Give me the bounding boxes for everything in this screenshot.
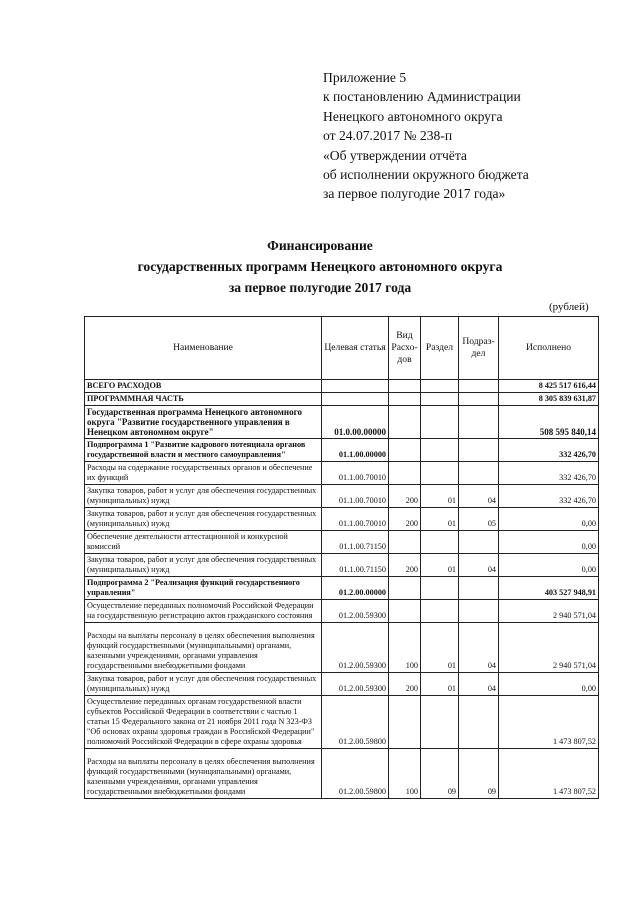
table-row [85,673,599,696]
appendix-line: Ненецкого автономного округа [323,108,503,124]
row-amount: 8 425 517 616,44 [499,380,599,393]
row-code: 01.2.00.59300 [322,673,389,696]
appendix-line: об исполнении окружного бюджета [323,167,529,183]
row-podrazdel [459,577,499,600]
row-code: 01.2.00.59300 [322,600,389,623]
row-name: ВСЕГО РАСХОДОВ [85,380,322,393]
row-vid [389,531,421,554]
title-line: государственных программ Ненецкого автономного округа [137,259,503,274]
header-name: Наименование [85,317,322,380]
row-amount: 1 473 807,52 [499,696,599,749]
row-name: Осуществление переданных органам государственной власти субъектов Российской Федерации в соответствии с частью 1 статьи 15 Федерального закона от 21 ноября 2011 года N 323-ФЗ "Об основах охраны здоровья граждан в Российской Федерации" полномочий Российской Федерации в сфере охраны здоровья [85,696,322,749]
units-label: (рублей) [549,301,589,313]
appendix-line: «Об утверждении отчёта [323,147,467,163]
row-vid: 200 [389,485,421,508]
row-name: Подпрограмма 1 "Развитие кадрового потенциала органов государственной власти и местного самоуправления" [85,439,322,462]
row-amount: 0,00 [499,554,599,577]
row-name: Расходы на содержание государственных органов и обеспечение их функций [85,462,322,485]
table-row [85,462,599,485]
row-razdel: 01 [421,485,459,508]
row-podrazdel: 04 [459,623,499,673]
table-row [85,393,599,406]
appendix-line: за первое полугодие 2017 года» [323,186,506,202]
table-row [85,577,599,600]
row-razdel [421,462,459,485]
header-code: Целевая статья [322,317,389,380]
row-amount: 0,00 [499,508,599,531]
row-code: 01.2.00.59800 [322,696,389,749]
row-razdel [421,393,459,406]
row-name: Государственная программа Ненецкого автономного округа "Развитие государственного управления в Ненецком автономном округе" [85,406,322,439]
header-razdel: Раздел [421,317,459,380]
row-podrazdel [459,696,499,749]
table-row [85,696,599,749]
row-vid [389,696,421,749]
appendix-line: Приложение 5 [323,70,407,85]
title-line: Финансирование [267,238,373,253]
row-razdel [421,439,459,462]
row-amount: 1 473 807,52 [499,749,599,799]
table-header-row [85,317,599,380]
row-podrazdel [459,462,499,485]
table-row [85,406,599,439]
row-name: Осуществление переданных полномочий Российской Федерации на государственную регистрацию актов гражданского состояния [85,600,322,623]
row-name: Закупка товаров, работ и услуг для обеспечения государственных (муниципальных) нужд [85,508,322,531]
row-amount: 0,00 [499,673,599,696]
row-code: 01.1.00.70010 [322,462,389,485]
row-name: Расходы на выплаты персоналу в целях обеспечения выполнения функций государственными (муниципальными) органами, казенными учреждениями, органами управления государственными внебюджетными фондами [85,623,322,673]
row-razdel: 01 [421,623,459,673]
table-row [85,600,599,623]
table-row [85,439,599,462]
table-row [85,749,599,799]
row-podrazdel [459,393,499,406]
row-amount: 332 426,70 [499,485,599,508]
row-amount: 2 940 571,04 [499,600,599,623]
table-row [85,623,599,673]
row-vid [389,406,421,439]
row-code: 01.2.00.59300 [322,623,389,673]
row-razdel [421,577,459,600]
row-name: Расходы на выплаты персоналу в целях обеспечения выполнения функций государственными (муниципальными) органами, казенными учреждениями, органами управления государственными внебюджетными фондами [85,749,322,799]
row-vid: 200 [389,673,421,696]
row-amount: 0,00 [499,531,599,554]
row-podrazdel [459,600,499,623]
row-podrazdel: 04 [459,554,499,577]
row-code: 01.0.00.00000 [322,406,389,439]
row-podrazdel: 04 [459,485,499,508]
appendix-line: к постановлению Администрации [323,89,521,105]
row-code: 01.1.00.71150 [322,554,389,577]
row-amount: 332 426,70 [499,439,599,462]
row-vid [389,393,421,406]
row-razdel: 01 [421,508,459,531]
appendix-line: от 24.07.2017 № 238-п [323,128,453,144]
row-podrazdel: 05 [459,508,499,531]
row-name: Закупка товаров, работ и услуг для обеспечения государственных (муниципальных) нужд [85,554,322,577]
appendix-note [323,68,529,204]
row-podrazdel [459,380,499,393]
table-row [85,380,599,393]
row-vid [389,462,421,485]
row-vid [389,439,421,462]
row-amount: 2 940 571,04 [499,623,599,673]
table-row [85,485,599,508]
row-vid [389,600,421,623]
row-podrazdel: 09 [459,749,499,799]
row-amount: 508 595 840,14 [499,406,599,439]
document-title [0,235,640,298]
header-vid: Вид Расхо-дов [389,317,421,380]
row-podrazdel [459,406,499,439]
row-podrazdel [459,439,499,462]
row-code: 01.1.00.70010 [322,485,389,508]
row-amount: 332 426,70 [499,462,599,485]
row-vid: 100 [389,749,421,799]
row-razdel [421,531,459,554]
financing-table [84,316,599,799]
row-code: 01.1.00.70010 [322,508,389,531]
row-razdel [421,380,459,393]
header-podrazdel: Подраз-дел [459,317,499,380]
row-code [322,393,389,406]
table-row [85,554,599,577]
row-vid: 100 [389,623,421,673]
row-name: Подпрограмма 2 "Реализация функций государственного управления" [85,577,322,600]
row-name: Закупка товаров, работ и услуг для обеспечения государственных (муниципальных) нужд [85,673,322,696]
row-razdel: 01 [421,673,459,696]
title-line: за первое полугодие 2017 года [228,280,412,295]
row-razdel: 01 [421,554,459,577]
row-code: 01.2.00.59800 [322,749,389,799]
row-podrazdel: 04 [459,673,499,696]
row-name: Закупка товаров, работ и услуг для обеспечения государственных (муниципальных) нужд [85,485,322,508]
row-amount: 403 527 948,91 [499,577,599,600]
row-vid: 200 [389,508,421,531]
row-razdel [421,600,459,623]
table-row [85,508,599,531]
row-code: 01.1.00.00000 [322,439,389,462]
row-razdel [421,696,459,749]
row-vid: 200 [389,554,421,577]
row-razdel [421,406,459,439]
row-amount: 8 305 839 631,87 [499,393,599,406]
row-name: Обеспечение деятельности аттестационной и конкурсной комиссий [85,531,322,554]
header-amount: Исполнено [499,317,599,380]
row-name: ПРОГРАММНАЯ ЧАСТЬ [85,393,322,406]
row-razdel: 09 [421,749,459,799]
row-code [322,380,389,393]
row-vid [389,577,421,600]
row-code: 01.1.00.71150 [322,531,389,554]
table-row [85,531,599,554]
row-podrazdel [459,531,499,554]
row-vid [389,380,421,393]
row-code: 01.2.00.00000 [322,577,389,600]
